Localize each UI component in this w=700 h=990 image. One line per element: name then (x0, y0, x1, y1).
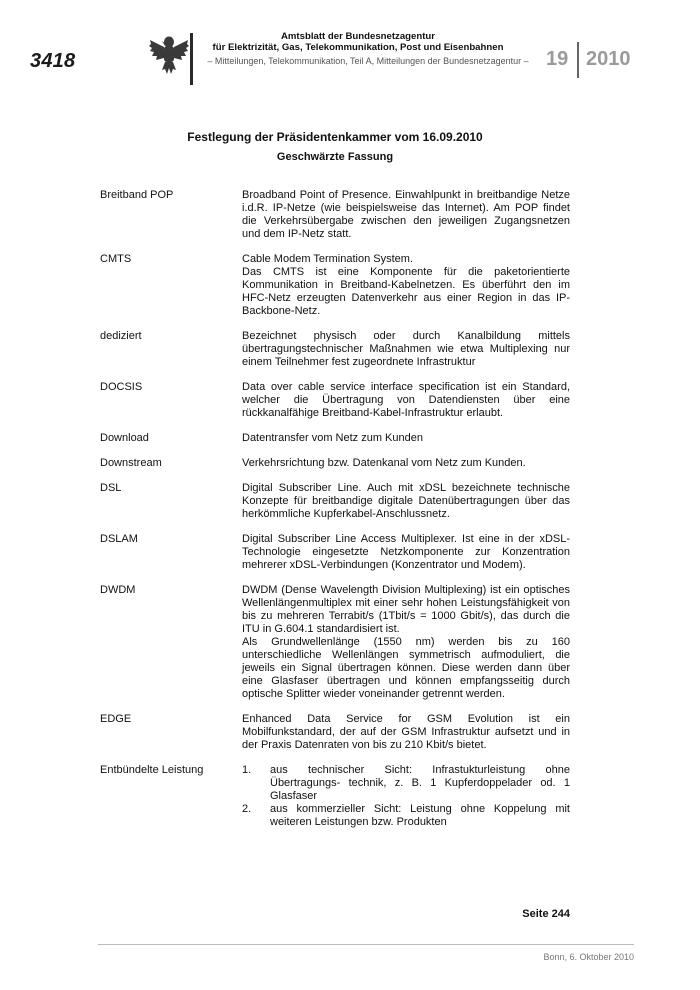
item-number: 2. (242, 803, 252, 815)
page-number: 3418 (30, 50, 76, 72)
glossary-entry (100, 713, 570, 752)
definition-text: Digital Subscriber Line Access Multiplexer. Ist eine in der xDSL-Technologie eingesetzte Netzkomponente zur Konzentration mehrerer xDSL-Verbindungen (Konzentrator und Modem). (242, 533, 570, 571)
glossary-entry (100, 457, 570, 470)
definition-text: DWDM (Dense Wavelength Division Multiplexing) ist ein optisches Wellenlängenmultiplex mit einer sehr hohen Leistungsfähigkeit von bis zu mehreren Terrabit/s (1Tbit/s = 1000 Gbit/s), das durch die ITU in G.604.1 standardisiert ist. (242, 584, 570, 635)
glossary-definition (242, 432, 570, 445)
glossary-definition (242, 713, 570, 752)
definition-text: Bezeichnet physisch oder durch Kanalbildung mittels übertragungstechnischer Maßnahmen wie etwa Multiplexing nur einem Teilnehmer fest zugeordnete Infrastruktur (242, 330, 570, 368)
glossary-entry (100, 381, 570, 420)
federal-eagle-icon (148, 30, 190, 76)
glossary-term: CMTS (100, 253, 132, 265)
numbered-item (242, 764, 570, 803)
numbered-item (242, 803, 570, 829)
glossary-term: DOCSIS (100, 381, 143, 393)
glossary-definition (242, 482, 570, 521)
glossary-definition (242, 764, 570, 829)
glossary-entry (100, 189, 570, 241)
definition-text: Cable Modem Termination System. (242, 253, 413, 265)
footer-divider (98, 944, 634, 945)
glossary (100, 189, 570, 841)
glossary-entry (100, 533, 570, 572)
item-text: aus kommerzieller Sicht: Leistung ohne Koppelung mit weiteren Leistungen bzw. Produkten (270, 803, 570, 828)
glossary-definition (242, 457, 570, 470)
publication-title: Amtsblatt der Bundesnetzagentur (280, 31, 436, 42)
glossary-entry (100, 253, 570, 318)
definition-text: Enhanced Data Service for GSM Evolution ist ein Mobilfunkstandard, der auf der GSM Infrastruktur aufsetzt und in der Praxis Datenraten von bis zu 210 Kbit/s bietet. (242, 713, 570, 751)
glossary-term: DWDM (100, 584, 136, 596)
glossary-definition (242, 584, 570, 701)
glossary-term: dediziert (100, 330, 142, 342)
glossary-term: Entbündelte Leistung (100, 764, 204, 776)
issue-number: 19 (546, 48, 569, 70)
page-title: Festlegung der Präsidentenkammer vom 16.09.2010 (187, 130, 483, 144)
glossary-definition (242, 330, 570, 369)
definition-text: Verkehrsrichtung bzw. Datenkanal vom Netz zum Kunden. (242, 457, 526, 469)
page-subtitle: Geschwärzte Fassung (276, 151, 394, 163)
footer-date: Bonn, 6. Oktober 2010 (543, 952, 634, 962)
glossary-term: EDGE (100, 713, 132, 725)
issue-divider (577, 42, 579, 78)
glossary-entry (100, 432, 570, 445)
definition-text: Das CMTS ist eine Komponente für die paketorientierte Kommunikation in Breitband-Kabelnetzen. Es überführt den im HFC-Netz erzeugten Datenverkehr aus einer Region in das IP-Backbone-Netz. (242, 266, 570, 317)
header-divider (190, 33, 193, 85)
glossary-entry (100, 482, 570, 521)
glossary-definition (242, 189, 570, 241)
glossary-entry-entbuendelt (100, 764, 570, 829)
item-text: aus technischer Sicht: Infrastukturleistung ohne Übertragungs- technik, z. B. 1 Kupferdoppelader od. 1 Glasfaser (270, 764, 570, 802)
glossary-entry (100, 330, 570, 369)
glossary-term: Breitband POP (100, 189, 174, 201)
glossary-term: Downstream (100, 457, 162, 469)
item-number: 1. (242, 764, 252, 776)
section-line: – Mitteilungen, Telekommunikation, Teil A, Mitteilungen der Bundesnetzagentur – (207, 56, 529, 66)
glossary-entry (100, 584, 570, 701)
glossary-definition (242, 533, 570, 572)
definition-text: Broadband Point of Presence. Einwahlpunkt in breitbandige Netze i.d.R. IP-Netze (wie beispielsweise das Internet). Am POP findet die Verkehrsübergabe zwischen den jeweiligen Zugangsnetzen und dem IP-Netz statt. (242, 189, 570, 240)
definition-text: Als Grundwellenlänge (1550 nm) werden bis zu 160 unterschiedliche Wellenlängen symmetrisch aufmoduliert, die jeweils ein Signal übertragen können. Diese werden dann über eine Glasfaser übertragen und können empfangsseitig durch optische Splitter wieder voneinander getrennt werden. (242, 636, 570, 700)
glossary-term: Download (100, 432, 149, 444)
definition-text: Datentransfer vom Netz zum Kunden (242, 432, 423, 444)
glossary-definition (242, 381, 570, 420)
issue-year: 2010 (586, 48, 631, 70)
definition-text: Data over cable service interface specification ist ein Standard, welcher die Übertragung von Datendiensten über eine rückkanalfähige Breitband-Kabel-Infrastruktur erlaubt. (242, 381, 570, 419)
seite-label: Seite 244 (522, 908, 570, 920)
definition-text: Digital Subscriber Line. Auch mit xDSL bezeichnete technische Konzepte für breitbandige digitale Datenübertragungen über das herkömmliche Kupferkabel-Anschlussnetz. (242, 482, 570, 520)
publication-scope: für Elektrizität, Gas, Telekommunikation, Post und Eisenbahnen (212, 42, 504, 53)
glossary-definition (242, 253, 570, 318)
glossary-term: DSL (100, 482, 122, 494)
glossary-term: DSLAM (100, 533, 138, 545)
